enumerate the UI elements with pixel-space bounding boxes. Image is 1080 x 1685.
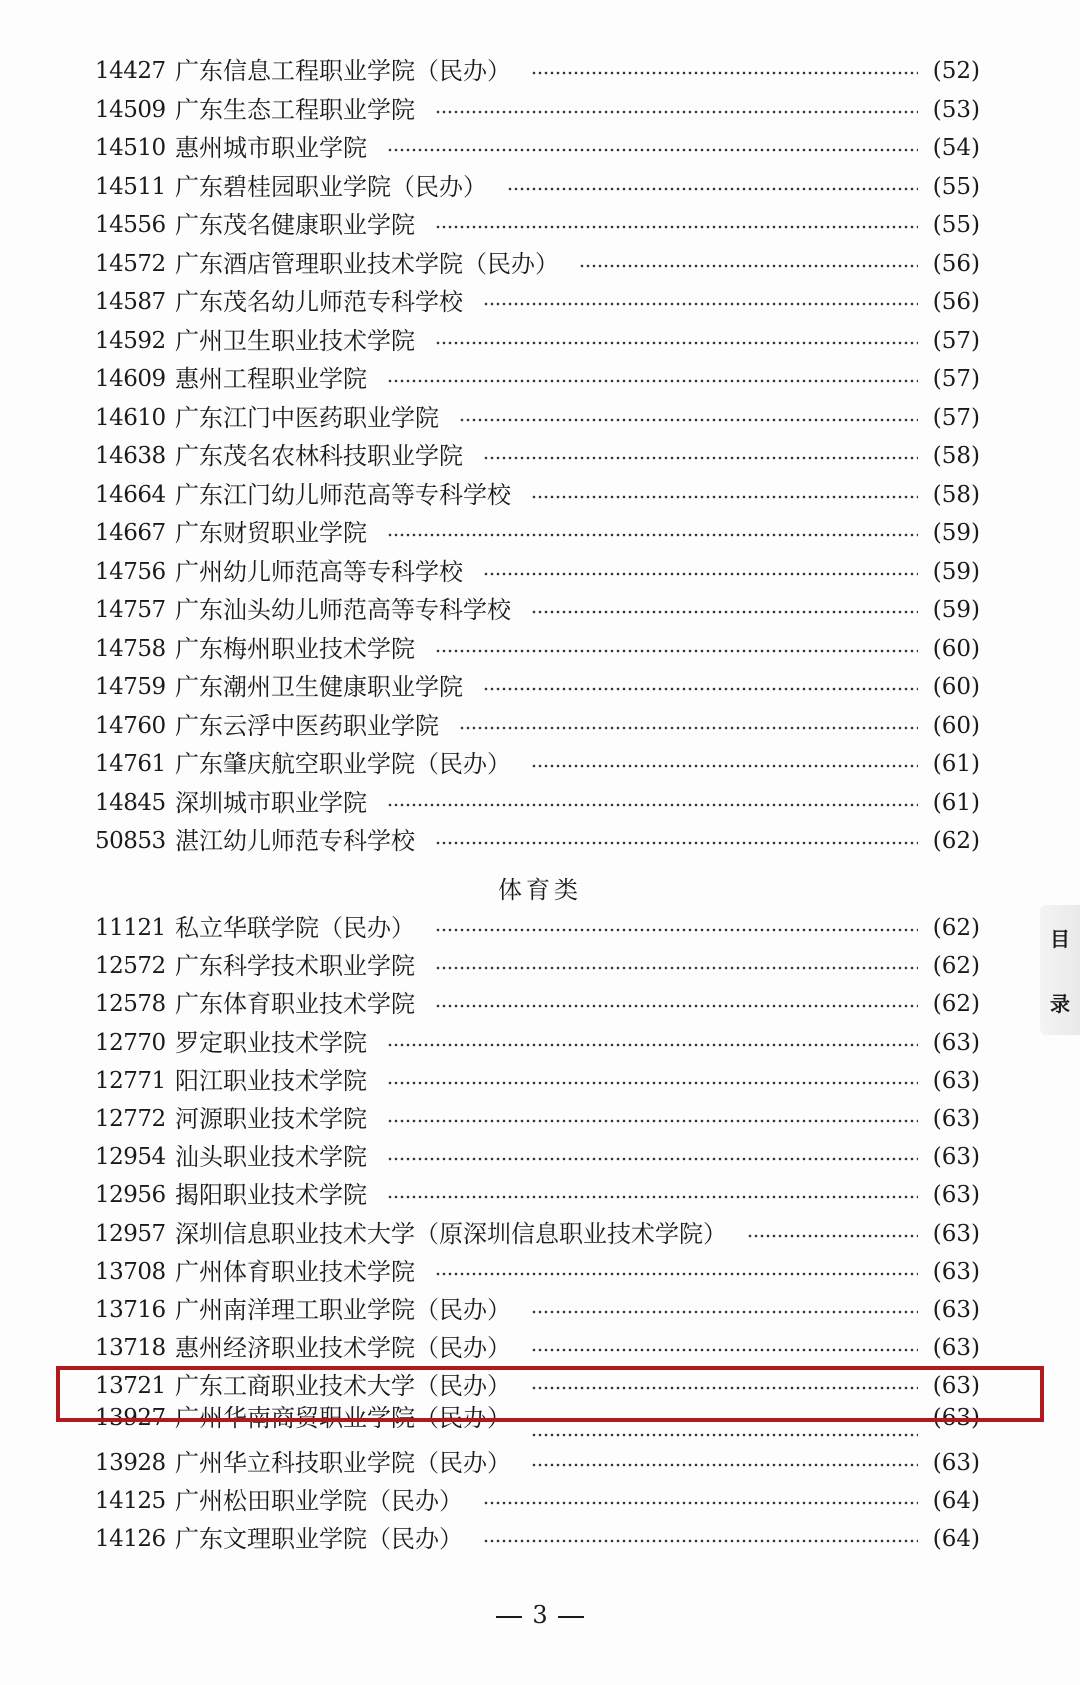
side-tab-char-1: 目	[1050, 927, 1070, 951]
entry-code: 14845	[95, 789, 166, 816]
entry-page: (57)	[932, 404, 980, 431]
entry-page: (55)	[932, 212, 980, 238]
entry-name: 广东汕头幼儿师范高等专科学校	[175, 596, 511, 624]
dot-leader	[483, 456, 918, 460]
entry-code: 50853	[95, 828, 166, 854]
dot-leader	[435, 928, 918, 932]
dot-leader	[435, 649, 918, 653]
entry-name: 广州松田职业学院（民办）	[175, 1487, 463, 1515]
entry-name: 惠州城市职业学院	[175, 134, 367, 162]
toc-entry	[95, 707, 980, 745]
entry-code: 14760	[95, 712, 166, 739]
entry-page: (62)	[932, 991, 980, 1018]
dot-leader	[435, 110, 918, 114]
dot-leader	[435, 1004, 918, 1008]
entry-name: 广东肇庆航空职业学院（民办）	[175, 750, 511, 778]
dot-leader	[531, 1310, 918, 1314]
dot-leader	[459, 418, 918, 422]
dot-leader	[531, 610, 918, 614]
entry-code: 14510	[95, 135, 166, 161]
section-title: 体育类	[498, 876, 582, 904]
entry-code: 14427	[95, 58, 166, 84]
toc-entry	[95, 1100, 980, 1138]
entry-name: 广东酒店管理职业技术学院（民办）	[175, 249, 559, 278]
entry-page: (63)	[932, 1335, 980, 1362]
entry-page: (63)	[932, 1449, 980, 1476]
dot-leader	[483, 1539, 918, 1543]
toc-entry	[95, 668, 980, 706]
entry-name: 广州南洋理工职业学院（民办）	[175, 1296, 511, 1324]
entry-code: 12954	[95, 1144, 166, 1171]
entry-code: 14509	[95, 96, 166, 123]
toc-entry	[95, 1176, 980, 1214]
entry-name: 广东梅州职业技术学院	[175, 634, 415, 663]
toc-entry	[95, 745, 980, 783]
entry-page: (58)	[932, 443, 980, 469]
toc-entry	[95, 1482, 980, 1520]
entry-name: 深圳城市职业学院	[175, 788, 367, 817]
entry-page: (62)	[932, 953, 980, 980]
entry-page: (61)	[932, 751, 980, 777]
entry-page: (63)	[932, 1182, 980, 1209]
toc-entry	[95, 91, 980, 129]
entry-name: 广州华立科技职业学院（民办）	[175, 1448, 511, 1477]
entry-code: 14758	[95, 635, 166, 662]
toc-entry	[95, 476, 980, 514]
entry-name: 广东碧桂园职业学院（民办）	[175, 172, 487, 201]
entry-code: 14759	[95, 674, 166, 700]
toc-entry	[95, 553, 980, 591]
entry-page: (64)	[932, 1488, 980, 1514]
entry-page: (53)	[932, 96, 980, 123]
entry-page: (60)	[932, 712, 980, 739]
entry-page: (52)	[932, 58, 980, 84]
toc-entry	[95, 1291, 980, 1329]
dot-leader	[531, 1348, 918, 1352]
toc-entry	[95, 168, 980, 206]
entry-page: (63)	[932, 1029, 980, 1056]
entry-code: 13716	[95, 1297, 166, 1323]
entry-page: (57)	[932, 327, 980, 354]
dot-leader	[531, 1463, 918, 1467]
entry-code: 14638	[95, 443, 166, 469]
entry-page: (59)	[932, 520, 980, 546]
entry-page: (63)	[932, 1258, 980, 1285]
toc-entry	[95, 437, 980, 475]
toc-entry	[95, 206, 980, 244]
toc-entry	[95, 1520, 980, 1558]
entry-page: (62)	[932, 915, 980, 941]
entry-name: 惠州经济职业技术学院（民办）	[175, 1334, 511, 1363]
toc-entry	[95, 514, 980, 552]
entry-name: 广东云浮中医药职业学院	[175, 711, 439, 740]
entry-code: 12770	[95, 1029, 166, 1056]
entry-name: 广东茂名幼儿师范专科学校	[175, 288, 463, 316]
entry-code: 14125	[95, 1488, 166, 1514]
entry-page: (59)	[932, 558, 980, 585]
toc-entry	[95, 630, 980, 668]
entry-name: 私立华联学院（民办）	[175, 914, 415, 942]
toc-entry	[95, 591, 980, 629]
entry-page: (63)	[932, 1106, 980, 1132]
entry-code: 12578	[95, 991, 166, 1018]
dot-leader	[531, 71, 918, 75]
entry-page: (60)	[932, 674, 980, 700]
toc-entry	[95, 245, 980, 283]
entry-page: (56)	[932, 250, 980, 277]
entry-name: 河源职业技术学院	[175, 1105, 367, 1133]
entry-name: 广东财贸职业学院	[175, 519, 367, 547]
entry-code: 12771	[95, 1067, 166, 1094]
entry-name: 广东茂名健康职业学院	[175, 211, 415, 239]
entry-name: 广东江门幼儿师范高等专科学校	[175, 480, 511, 509]
toc-entry	[95, 784, 980, 822]
page-number-dash-left	[496, 1616, 522, 1618]
entry-page: (63)	[932, 1405, 980, 1431]
entry-page: (63)	[932, 1297, 980, 1323]
toc-entry	[95, 909, 980, 947]
toc-entry	[95, 399, 980, 437]
dot-leader	[387, 803, 918, 807]
dot-leader	[435, 225, 918, 229]
dot-leader	[435, 841, 918, 845]
entry-code: 12957	[95, 1220, 166, 1247]
entry-code: 14592	[95, 327, 166, 354]
highlight-box	[56, 1366, 1044, 1422]
entry-code: 14511	[95, 173, 166, 200]
toc-entry	[95, 1138, 980, 1176]
entry-name: 罗定职业技术学院	[175, 1028, 367, 1057]
entry-name: 广东茂名农林科技职业学院	[175, 442, 463, 470]
dot-leader	[387, 533, 918, 537]
entry-name: 广东工商职业技术大学（民办）	[175, 1372, 511, 1401]
entry-name: 广东江门中医药职业学院	[175, 403, 439, 432]
entry-page: (60)	[932, 635, 980, 662]
dot-leader	[507, 187, 918, 191]
dot-leader	[435, 1272, 918, 1276]
entry-page: (54)	[932, 135, 980, 161]
dot-leader	[435, 966, 918, 970]
entry-page: (63)	[932, 1067, 980, 1094]
dot-leader	[387, 1043, 918, 1047]
page-number-value: 3	[532, 1601, 548, 1629]
entry-page: (56)	[932, 289, 980, 315]
dot-leader	[459, 726, 918, 730]
entry-name: 深圳信息职业技术大学（原深圳信息职业技术学院）	[175, 1219, 727, 1248]
entry-code: 14126	[95, 1526, 166, 1553]
side-tab-contents[interactable]	[1040, 905, 1080, 1035]
toc-entry	[95, 322, 980, 360]
entry-code: 14757	[95, 597, 166, 623]
entry-name: 湛江幼儿师范专科学校	[175, 827, 415, 855]
entry-code: 13708	[95, 1258, 166, 1285]
entry-page: (62)	[932, 828, 980, 854]
entry-code: 14756	[95, 558, 166, 585]
entry-code: 14664	[95, 481, 166, 508]
dot-leader	[531, 495, 918, 499]
toc-entry	[95, 947, 980, 985]
entry-page: (63)	[932, 1144, 980, 1171]
dot-leader	[483, 302, 918, 306]
dot-leader	[747, 1234, 918, 1238]
entry-name: 广州体育职业技术学院	[175, 1257, 415, 1286]
entry-name: 阳江职业技术学院	[175, 1066, 367, 1095]
toc-entry	[95, 1215, 980, 1253]
entry-page: (63)	[932, 1373, 980, 1400]
dot-leader	[579, 264, 918, 268]
dot-leader	[531, 764, 918, 768]
toc-entry	[95, 52, 980, 90]
toc-entry	[95, 1444, 980, 1482]
toc-entry	[95, 1062, 980, 1100]
entry-name: 广东文理职业学院（民办）	[175, 1525, 463, 1554]
page-number	[0, 1601, 1080, 1629]
entry-code: 13927	[95, 1405, 166, 1431]
dot-leader	[387, 1157, 918, 1161]
entry-page: (63)	[932, 1220, 980, 1247]
entry-name: 广东潮州卫生健康职业学院	[175, 673, 463, 701]
entry-name: 惠州工程职业学院	[175, 365, 367, 393]
entry-code: 14572	[95, 250, 166, 277]
dot-leader	[387, 1119, 918, 1123]
entry-name: 广州华南商贸职业学院（民办）	[175, 1404, 511, 1432]
entry-code: 14761	[95, 751, 166, 777]
dot-leader	[483, 1501, 918, 1505]
toc-entry	[95, 822, 980, 860]
toc-entry	[95, 360, 980, 398]
toc-entry	[95, 1024, 980, 1062]
toc-entry	[95, 129, 980, 167]
entry-code: 14556	[95, 212, 166, 238]
entry-code: 14610	[95, 404, 166, 431]
toc-entry	[95, 985, 980, 1023]
page-number-dash-right	[558, 1616, 584, 1618]
entry-name: 广州卫生职业技术学院	[175, 326, 415, 355]
entry-name: 广东体育职业技术学院	[175, 990, 415, 1019]
entry-code: 13721	[95, 1373, 166, 1400]
entry-page: (58)	[932, 481, 980, 508]
entry-page: (64)	[932, 1526, 980, 1553]
dot-leader	[483, 687, 918, 691]
dot-leader	[387, 379, 918, 383]
entry-name: 汕头职业技术学院	[175, 1143, 367, 1172]
entry-page: (59)	[932, 597, 980, 623]
entry-code: 12956	[95, 1182, 166, 1209]
toc-entry	[95, 1404, 980, 1437]
toc-entry	[95, 1329, 980, 1367]
entry-code: 13718	[95, 1335, 166, 1362]
dot-leader	[387, 1081, 918, 1085]
entry-code: 12572	[95, 953, 166, 980]
side-tab-char-2: 录	[1050, 992, 1070, 1016]
dot-leader	[435, 341, 918, 345]
entry-name: 揭阳职业技术学院	[175, 1181, 367, 1210]
dot-leader	[531, 1433, 918, 1437]
toc-entry	[95, 283, 980, 321]
dot-leader	[387, 148, 918, 152]
entry-name: 广东生态工程职业学院	[175, 95, 415, 124]
entry-name: 广东科学技术职业学院	[175, 952, 415, 981]
entry-code: 14609	[95, 366, 166, 392]
entry-page: (61)	[932, 789, 980, 816]
entry-code: 13928	[95, 1449, 166, 1476]
entry-code: 14667	[95, 520, 166, 546]
entry-name: 广东信息工程职业学院（民办）	[175, 57, 511, 85]
toc-entry	[95, 1253, 980, 1291]
entry-page: (57)	[932, 366, 980, 392]
entry-page: (55)	[932, 173, 980, 200]
entry-code: 14587	[95, 289, 166, 315]
dot-leader	[483, 572, 918, 576]
entry-name: 广州幼儿师范高等专科学校	[175, 557, 463, 586]
entry-code: 11121	[95, 915, 166, 941]
entry-code: 12772	[95, 1106, 166, 1132]
dot-leader	[387, 1195, 918, 1199]
